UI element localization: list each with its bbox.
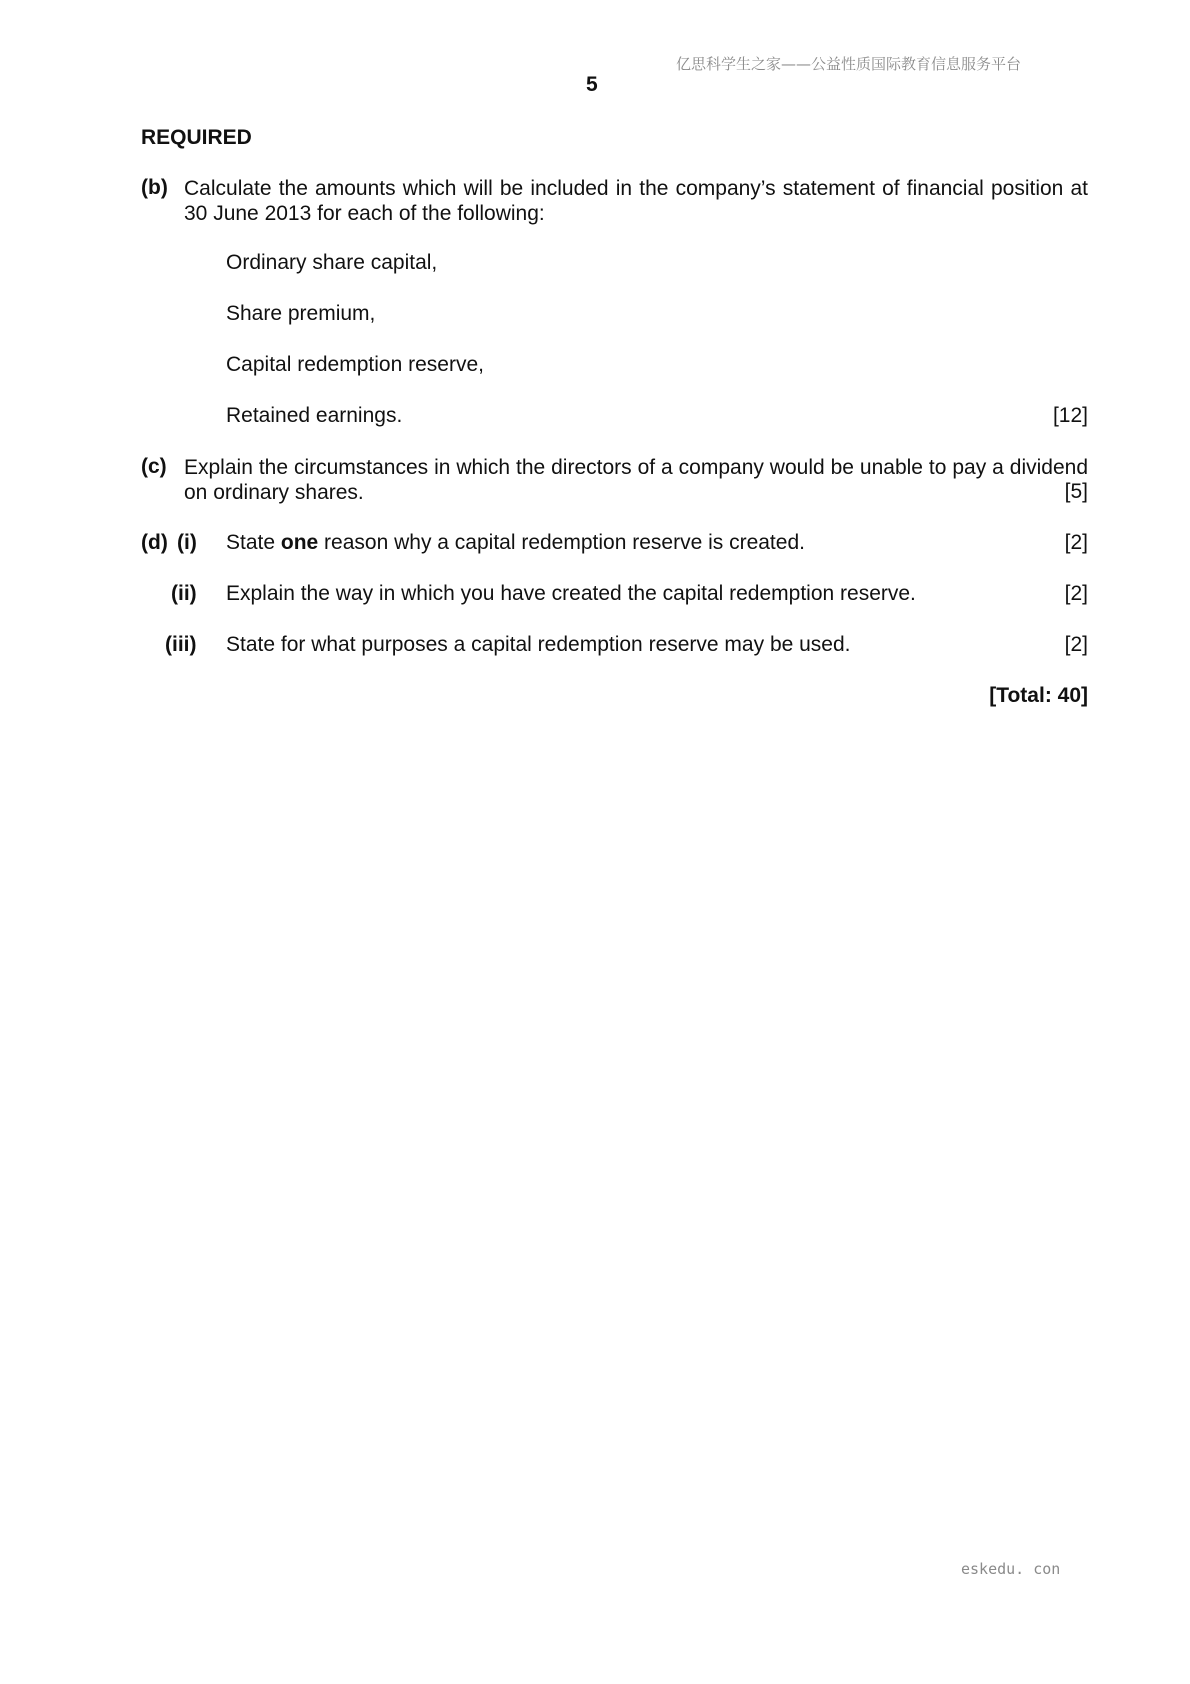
part-d-i-text-after: reason why a capital redemption reserve is created. [318,531,805,554]
part-d-i-text-bold: one [280,531,319,554]
part-b-item-share-premium: Share premium, [226,302,376,325]
part-b-label: (b) [141,176,168,199]
part-c-label: (c) [141,455,167,478]
part-b-mark: [12] [1052,404,1088,427]
part-d-iii-text: State for what purposes a capital redemption reserve may be used. [226,633,851,656]
part-d-ii-text: Explain the way in which you have created the capital redemption reserve. [226,582,916,605]
part-d-i-label: (i) [177,531,197,554]
part-b-item-capital-redemption-reserve: Capital redemption reserve, [226,353,484,376]
part-d-label: (d) [141,531,168,554]
page-number: 5 [586,73,598,96]
part-d-ii-label: (ii) [171,582,197,605]
part-d-i-mark: [2] [1064,531,1088,554]
part-d-i-text [226,531,805,555]
required-heading: REQUIRED [141,126,252,149]
header-watermark: 亿思科学生之家——公益性质国际教育信息服务平台 [676,55,1022,73]
part-d-i-text-before: State [226,531,281,554]
total-marks: [Total: 40] [989,684,1088,707]
part-b-item-ordinary-share-capital: Ordinary share capital, [226,251,438,274]
part-d-iii-label: (iii) [165,633,197,656]
part-b-text: Calculate the amounts which will be included in the company’s statement of financial position at 30 June 2013 for each of the following: [184,177,1088,225]
part-c-mark: [5] [1064,480,1088,503]
part-d-ii-mark: [2] [1064,582,1088,605]
part-b-item-retained-earnings: Retained earnings. [226,404,403,427]
part-c-text: Explain the circumstances in which the directors of a company would be unable to pay a dividend on ordinary shares. [184,456,1088,504]
footer-watermark: eskedu. con [961,1560,1061,1578]
part-d-iii-mark: [2] [1064,633,1088,656]
